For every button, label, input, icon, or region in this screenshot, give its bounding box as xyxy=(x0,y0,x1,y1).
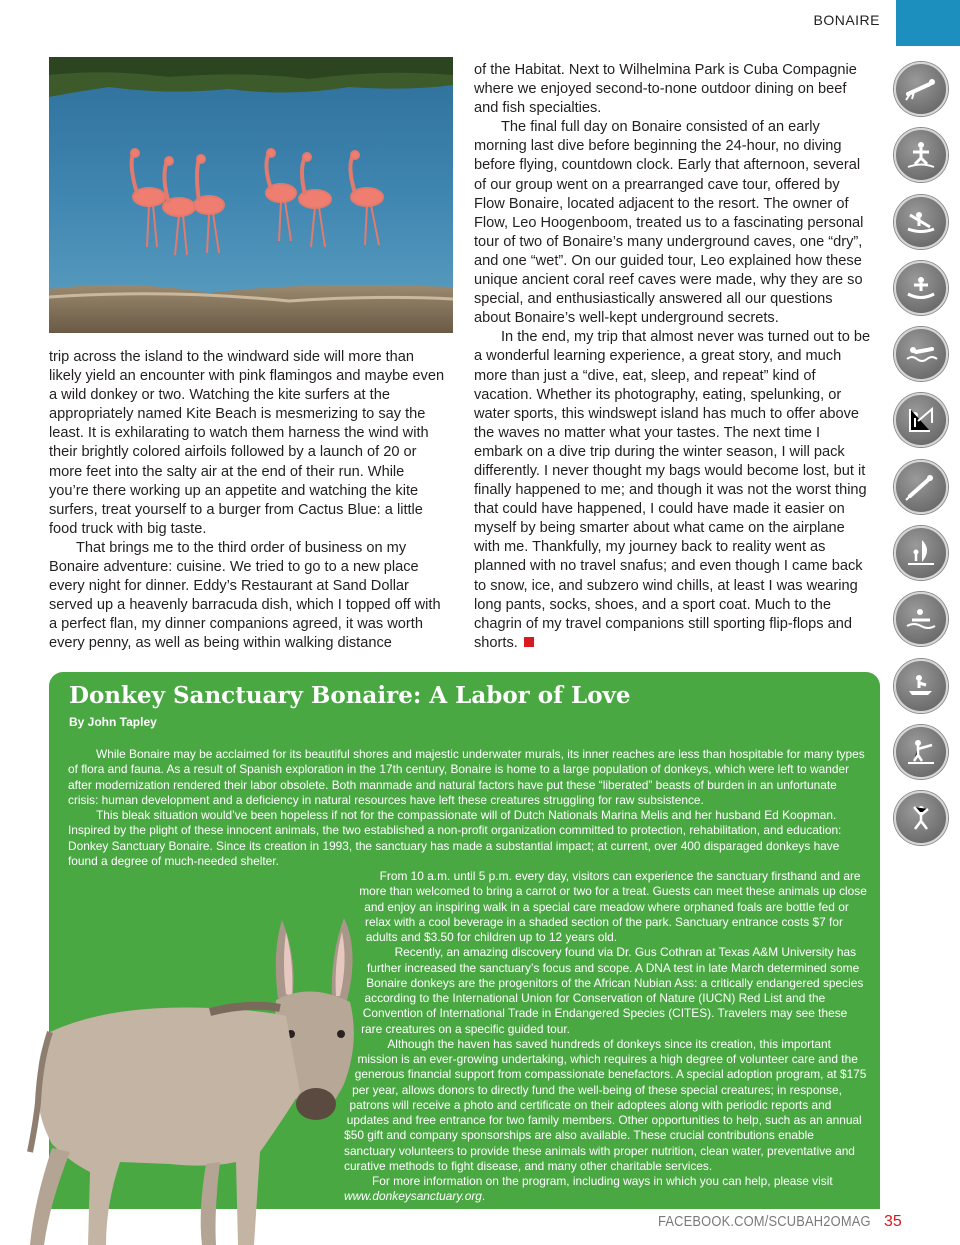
boating-icon xyxy=(894,592,948,646)
sidebar-byline: By John Tapley xyxy=(69,715,157,729)
article-column-left xyxy=(49,348,447,654)
surfer-icon xyxy=(894,128,948,182)
section-tab xyxy=(896,0,960,46)
article-column-right xyxy=(474,61,872,653)
waterski-icon xyxy=(894,725,948,779)
flamingo-photo xyxy=(49,57,453,333)
climber-icon xyxy=(894,791,948,845)
sidebar-paragraph: From 10 a.m. until 5 p.m. every day, visitors can experience the sanctuary firsthand and are more than welcomed to bring a carrot or two for a treat. Guests can meet these animals up close and enjoy an inspiring walk in a special care meadow where orphaned foals are bottle fed or relax with a cool beverage in a shaded section of the park. Sanctuary entrance costs $7 for adults and $3.50 for children up to 12 years old. xyxy=(359,869,867,944)
article-paragraph: of the Habitat. Next to Wilhelmina Park is Cuba Compagnie where we enjoyed second-to-none outdoor dining on beef and fish specialties. xyxy=(474,62,857,117)
article-paragraph: The final full day on Bonaire consisted of an early morning last dive before beginning the 24-hour, no diving before flying, countdown clock. Early that afternoon, several of our group went on a prearranged cave tour, offered by Flow Bonaire, located adjacent to the resort. The owner of Flow, Leo Hoogenboom, treated us to a fascinating personal tour of two of Bonaire’s many underground caves, one “dry”, and one “wet”. On our guided tour, Leo explained how these unique ancient coral reef caves were made, why they are so special, and enthusiastically answered all our questions about Bonaire’s well-kept underground secrets. xyxy=(474,119,864,327)
fishing-icon xyxy=(894,393,948,447)
activity-icon-rail xyxy=(894,62,954,858)
sanctuary-website-link[interactable]: www.donkeysanctuary.org xyxy=(344,1189,482,1204)
snorkeler-icon xyxy=(894,460,948,514)
article-paragraph: That brings me to the third order of business on my Bonaire adventure: cuisine. We tried to go to a new place every night for dinner. Eddy’s Restaurant at Sand Dollar served up a heavenly barracuda dish, which I topped off with a perfect flan, my dinner companions agreed, it was worth every penny, as well as being within walking distance xyxy=(49,539,441,652)
article-paragraph-text: In the end, my trip that almost never was turned out to be a wonderful learning experience, a great story, and much more than just a “dive, eat, sleep, and repeat” kind of vacation. Whether its photography, eating, spelunking, or water sports, this windswept island has much to offer above the waves no matter what your tastes. The next time I embark on a dive trip during the winter season, I will pack differently. I never thought my bags would become lost, but it finally happened to me; and though it was not the worst thing that could have happened, I could have made it easier on myself by being smarter about what came on the airplane with me. Thankfully, my journey back to reality went as planned with no travel snafus; and even though I came back to snow, ice, and subzero wind chills, at least I was wearing long pants, socks, shoes, and a sport coat. Much to the chagrin of my travel companions still sporting flip-flops and shorts. xyxy=(474,329,871,651)
end-of-article-mark xyxy=(524,637,534,647)
sidebar-paragraph: This bleak situation would’ve been hopeless if not for the compassionate will of Dutch Nationals Marina Melis and her husband Ed Koopman. Inspired by the plight of these innocent animals, the two established a non-profit organization committed to protection, rehabilitation, and education: Donkey Sanctuary Bonaire. Since its creation in 1993, the sanctuary has made a substantial impact; at current, over 400 disparaged donkeys have found a degree of much-needed shelter. xyxy=(68,808,842,868)
sidebar-title: Donkey Sanctuary Bonaire: A Labor of Love xyxy=(69,682,631,709)
sidebar-url-suffix: . xyxy=(481,1189,486,1204)
sidebar-paragraph-text: For more information on the program, including ways in which you can help, please visit xyxy=(372,1174,833,1188)
scuba-diver-icon xyxy=(894,62,948,116)
page-number: 35 xyxy=(884,1213,902,1230)
rafting-icon xyxy=(894,261,948,315)
article-paragraph xyxy=(474,328,872,653)
section-label: BONAIRE xyxy=(813,12,880,28)
article-paragraph: trip across the island to the windward side will more than likely yield an encounter with pink flamingos and maybe even a wild donkey or two. Watching the kite surfers at the appropriately named Kite Beach is mesmerizing to say the least. It is exhilarating to watch them harness the wind with their brightly colored airfoils followed by a launch of 20 or more feet into the salty air at the end of their run. While you’re there working up an appetite and watching the kite surfers, treat yourself to a burger from Cactus Blue: a little food truck with big taste. xyxy=(49,349,445,537)
jetski-icon xyxy=(894,659,948,713)
donkey-photo xyxy=(10,912,380,1245)
footer-social-url[interactable]: FACEBOOK.COM/SCUBAH2OMAG xyxy=(658,1213,871,1230)
sidebar-paragraph: While Bonaire may be acclaimed for its beautiful shores and majestic underwater murals, its inner reaches are less than hospitable for many types of flora and fauna. As a result of Spanish exploration in the 17th century, Bonaire is home to a large population of donkeys, which were left to wander after modernization rendered their labor obsolete. Both manmade and natural factors have put these “liberated” beasts of burden in an unfortunate crisis: human development and a deficiency in natural resources have left these creatures struggling for raw subsistence. xyxy=(68,747,865,807)
sidebar-paragraph: Recently, an amazing discovery found via Dr. Gus Cothran at Texas A&M University has further increased the sanctuary’s focus and scope. A DNA test in late March determined some Bonaire donkeys are the progenitors of the African Nubian Ass: a critically endangered species according to the International Union for Conservation of Nature (IUCN) Red List and the Convention of International Trade in Endangered Species (CITES). Travelers may see these rare creatures on a specific guided tour. xyxy=(361,945,864,1036)
windsurfer-icon xyxy=(894,526,948,580)
sidebar-paragraph: Although the haven has saved hundreds of donkeys since its creation, this important mission is an ever-growing undertaking, which requires a high degree of volunteer care and the generous financial support from compassionate benefactors. A special adoption program, at $175 per year, allows donors to directly fund the well-being of these special creatures; in response, patrons will receive a photo and certificate on their adoptees along with periodic reports and updates and free entrance for two family members. Other opportunities to help, such as an annual $50 gift and company sponsorships are also available. These crucial contributions enable sanctuary volunteers to provide these animals with proper nutrition, clean water, preventative and curative methods to fight disease, and many other charitable services. xyxy=(344,1036,867,1173)
swimmer-icon xyxy=(894,327,948,381)
kayaker-icon xyxy=(894,195,948,249)
